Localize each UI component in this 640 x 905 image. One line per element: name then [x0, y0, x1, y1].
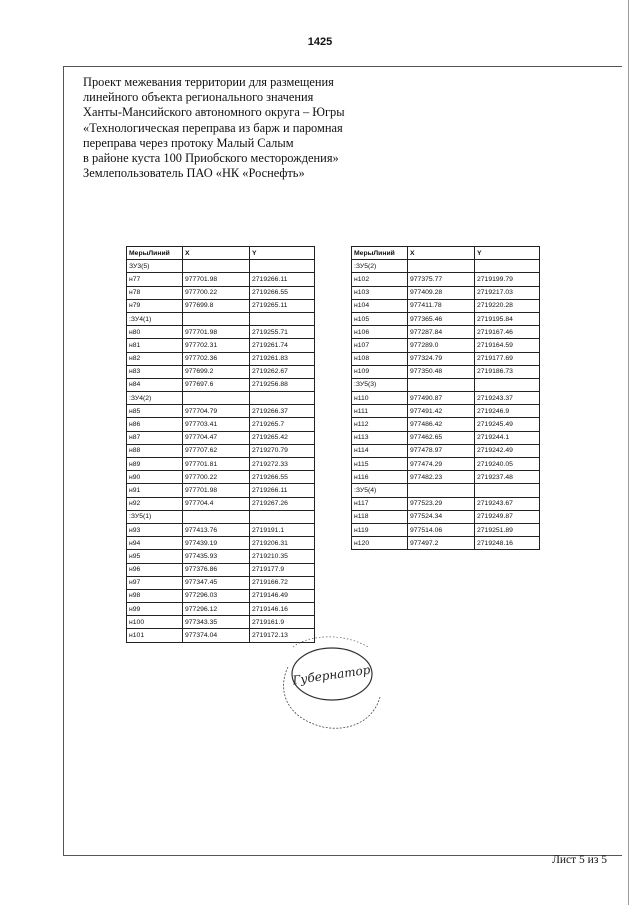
cell-y: 2719248.16 [475, 537, 540, 550]
cell-point: н117 [352, 497, 408, 510]
cell-y: 2719267.26 [250, 497, 315, 510]
cell-y: 2719266.37 [250, 405, 315, 418]
cell-y: 2719217.03 [475, 286, 540, 299]
cell-y: 2719261.83 [250, 352, 315, 365]
table-row [127, 550, 315, 563]
cell-point: н95 [127, 550, 183, 563]
cell-x: 977524.34 [408, 510, 475, 523]
table-row [127, 405, 315, 418]
cell-x: 977700.22 [183, 471, 250, 484]
cell-x [408, 378, 475, 391]
cell-x: 977413.76 [183, 523, 250, 536]
header-y: Y [250, 247, 315, 260]
cell-x: 977700.22 [183, 286, 250, 299]
cell-y: 2719210.35 [250, 550, 315, 563]
cell-point: н90 [127, 471, 183, 484]
cell-y: 2719270.79 [250, 444, 315, 457]
cell-point: н118 [352, 510, 408, 523]
table-row [127, 431, 315, 444]
cell-y: 2719251.89 [475, 523, 540, 536]
cell-y: 2719266.11 [250, 484, 315, 497]
cell-x: 977439.19 [183, 537, 250, 550]
cell-y: 2719195.84 [475, 312, 540, 325]
cell-x: 977497.2 [408, 537, 475, 550]
title-line: в районе куста 100 Приобского месторождения» [83, 151, 339, 166]
cell-point: н85 [127, 405, 183, 418]
cell-x [408, 484, 475, 497]
cell-x: 977409.28 [408, 286, 475, 299]
cell-y [475, 378, 540, 391]
cell-point: н104 [352, 299, 408, 312]
cell-y [475, 484, 540, 497]
cell-point: н105 [352, 312, 408, 325]
cell-x: 977490.87 [408, 392, 475, 405]
cell-x [408, 260, 475, 273]
cell-y [250, 392, 315, 405]
cell-y: 2719240.05 [475, 458, 540, 471]
cell-point: ЗУ3(5) [127, 260, 183, 273]
governor-stamp [268, 627, 388, 737]
cell-y: 2719186.73 [475, 365, 540, 378]
cell-point: н106 [352, 326, 408, 339]
coordinates-table-right [351, 246, 540, 550]
table-row [127, 352, 315, 365]
cell-x: 977365.46 [408, 312, 475, 325]
cell-x: 977699.2 [183, 365, 250, 378]
cell-point: н98 [127, 589, 183, 602]
coordinates-table-left [126, 246, 315, 643]
cell-point: н91 [127, 484, 183, 497]
cell-y: 2719172.13 [250, 629, 315, 642]
document-title [83, 75, 383, 181]
header-measures: МерыЛиний [352, 247, 408, 260]
page-edge-line [628, 0, 629, 905]
table-row [127, 563, 315, 576]
cell-y: 2719265.11 [250, 299, 315, 312]
cell-point: н113 [352, 431, 408, 444]
table-row [127, 365, 315, 378]
cell-y: 2719255.71 [250, 326, 315, 339]
table-row [127, 444, 315, 457]
table-row [127, 589, 315, 602]
table-row [352, 286, 540, 299]
cell-y: 2719220.28 [475, 299, 540, 312]
cell-x: 977491.42 [408, 405, 475, 418]
cell-point: н120 [352, 537, 408, 550]
cell-y: 2719177.69 [475, 352, 540, 365]
cell-point: н83 [127, 365, 183, 378]
table-row [352, 273, 540, 286]
table-body-right [352, 260, 540, 550]
table-row [127, 326, 315, 339]
cell-y [250, 510, 315, 523]
cell-x: 977702.36 [183, 352, 250, 365]
cell-point: н102 [352, 273, 408, 286]
cell-x: 977701.98 [183, 484, 250, 497]
cell-y: 2719206.31 [250, 537, 315, 550]
cell-y [250, 312, 315, 325]
cell-y: 2719266.55 [250, 471, 315, 484]
cell-y: 2719261.74 [250, 339, 315, 352]
cell-x: 977376.86 [183, 563, 250, 576]
cell-x: 977375.77 [408, 273, 475, 286]
cell-x: 977707.62 [183, 444, 250, 457]
cell-y: 2719262.67 [250, 365, 315, 378]
cell-y: 2719265.7 [250, 418, 315, 431]
cell-y: 2719243.67 [475, 497, 540, 510]
header-x: X [183, 247, 250, 260]
cell-point: н81 [127, 339, 183, 352]
cell-point: н92 [127, 497, 183, 510]
cell-x: 977478.97 [408, 444, 475, 457]
cell-x [183, 312, 250, 325]
table-row [352, 523, 540, 536]
cell-point: н96 [127, 563, 183, 576]
cell-point: н84 [127, 378, 183, 391]
table-row [127, 260, 315, 273]
cell-x: 977704.79 [183, 405, 250, 418]
cell-y: 2719242.49 [475, 444, 540, 457]
cell-y: 2719177.9 [250, 563, 315, 576]
table-row [352, 405, 540, 418]
cell-y: 2719191.1 [250, 523, 315, 536]
cell-y: 2719246.9 [475, 405, 540, 418]
cell-y: 2719265.42 [250, 431, 315, 444]
table-row [127, 484, 315, 497]
cell-point: н101 [127, 629, 183, 642]
cell-x [183, 392, 250, 405]
cell-x: 977324.79 [408, 352, 475, 365]
cell-x: 977462.65 [408, 431, 475, 444]
cell-y: 2719272.33 [250, 458, 315, 471]
table-row [127, 286, 315, 299]
title-line: «Технологическая переправа из барж и паромная [83, 120, 343, 135]
table-row [352, 510, 540, 523]
cell-y [250, 260, 315, 273]
cell-x: 977482.23 [408, 471, 475, 484]
cell-point: н86 [127, 418, 183, 431]
cell-point: н109 [352, 365, 408, 378]
title-line: переправа через протоку Малый Салым [83, 135, 294, 150]
cell-x: 977343.35 [183, 616, 250, 629]
table-row [352, 444, 540, 457]
cell-point: н77 [127, 273, 183, 286]
cell-point: н111 [352, 405, 408, 418]
table-row [127, 576, 315, 589]
cell-x: 977474.29 [408, 458, 475, 471]
table-row [127, 497, 315, 510]
cell-y: 2719164.59 [475, 339, 540, 352]
table-row [352, 339, 540, 352]
title-line: Проект межевания территории для размещения [83, 75, 334, 89]
cell-point: н89 [127, 458, 183, 471]
cell-x: 977347.45 [183, 576, 250, 589]
table-row [352, 471, 540, 484]
header-y: Y [475, 247, 540, 260]
cell-point: н119 [352, 523, 408, 536]
table-row [127, 339, 315, 352]
cell-x: 977289.0 [408, 339, 475, 352]
cell-point: н80 [127, 326, 183, 339]
cell-y [475, 260, 540, 273]
cell-x: 977701.81 [183, 458, 250, 471]
cell-y: 2719146.49 [250, 589, 315, 602]
cell-y: 2719161.9 [250, 616, 315, 629]
table-row [352, 431, 540, 444]
cell-point: н78 [127, 286, 183, 299]
cell-point: :ЗУ5(3) [352, 378, 408, 391]
table-row [127, 418, 315, 431]
cell-point: н94 [127, 537, 183, 550]
cell-x: 977374.04 [183, 629, 250, 642]
sheet-number: Лист 5 из 5 [552, 854, 607, 866]
table-row [127, 471, 315, 484]
cell-point: :ЗУ4(1) [127, 312, 183, 325]
cell-y: 2719245.49 [475, 418, 540, 431]
cell-x [183, 260, 250, 273]
cell-point: н114 [352, 444, 408, 457]
cell-point: н110 [352, 392, 408, 405]
table-row [352, 378, 540, 391]
cell-x: 977486.42 [408, 418, 475, 431]
cell-point: н107 [352, 339, 408, 352]
table-row [352, 365, 540, 378]
table-row [127, 510, 315, 523]
table-row [352, 458, 540, 471]
cell-x: 977523.29 [408, 497, 475, 510]
cell-x: 977411.78 [408, 299, 475, 312]
table-row [352, 418, 540, 431]
cell-x: 977704.4 [183, 497, 250, 510]
cell-x: 977703.41 [183, 418, 250, 431]
cell-y: 2719167.46 [475, 326, 540, 339]
cell-point: н100 [127, 616, 183, 629]
cell-point: н112 [352, 418, 408, 431]
table-row [127, 537, 315, 550]
cell-point: н79 [127, 299, 183, 312]
table-row [127, 392, 315, 405]
header-x: X [408, 247, 475, 260]
cell-point: н82 [127, 352, 183, 365]
cell-point: :ЗУ5(4) [352, 484, 408, 497]
cell-x: 977435.93 [183, 550, 250, 563]
title-line: линейного объекта регионального значения [83, 90, 314, 105]
title-line: Ханты-Мансийского автономного округа – Югры [83, 105, 345, 120]
cell-x: 977704.47 [183, 431, 250, 444]
cell-x: 977296.03 [183, 589, 250, 602]
cell-y: 2719237.48 [475, 471, 540, 484]
cell-point: н88 [127, 444, 183, 457]
cell-x: 977701.98 [183, 326, 250, 339]
table-row [127, 523, 315, 536]
cell-point: н93 [127, 523, 183, 536]
table-row [127, 378, 315, 391]
page-number: 1425 [307, 36, 333, 48]
table-row [352, 352, 540, 365]
table-row [352, 392, 540, 405]
table-body-left [127, 260, 315, 642]
cell-x: 977287.84 [408, 326, 475, 339]
cell-y: 2719243.37 [475, 392, 540, 405]
table-row [127, 458, 315, 471]
table-row [352, 312, 540, 325]
table-row [127, 312, 315, 325]
table-row [352, 484, 540, 497]
table-row [127, 273, 315, 286]
table-row [127, 603, 315, 616]
cell-y: 2719146.16 [250, 603, 315, 616]
cell-y: 2719199.79 [475, 273, 540, 286]
table-row [352, 497, 540, 510]
cell-point: н103 [352, 286, 408, 299]
cell-point: н87 [127, 431, 183, 444]
cell-x: 977514.06 [408, 523, 475, 536]
table-row [352, 260, 540, 273]
cell-point: :ЗУ5(2) [352, 260, 408, 273]
cell-y: 2719256.88 [250, 378, 315, 391]
cell-point: н108 [352, 352, 408, 365]
cell-point: н116 [352, 471, 408, 484]
cell-y: 2719266.55 [250, 286, 315, 299]
table-row [127, 299, 315, 312]
cell-x: 977350.48 [408, 365, 475, 378]
table-header-row [127, 247, 315, 260]
cell-x: 977699.8 [183, 299, 250, 312]
cell-point: н115 [352, 458, 408, 471]
cell-y: 2719266.11 [250, 273, 315, 286]
cell-x: 977296.12 [183, 603, 250, 616]
cell-y: 2719244.1 [475, 431, 540, 444]
cell-point: н99 [127, 603, 183, 616]
cell-x [183, 510, 250, 523]
title-line: Землепользователь ПАО «НК «Роснефть» [83, 166, 305, 181]
cell-point: :ЗУ4(2) [127, 392, 183, 405]
table-row [352, 537, 540, 550]
cell-x: 977697.6 [183, 378, 250, 391]
stamp-text: Губернатор [291, 662, 372, 688]
cell-point: н97 [127, 576, 183, 589]
header-measures: МерыЛиний [127, 247, 183, 260]
table-row [352, 326, 540, 339]
cell-point: :ЗУ5(1) [127, 510, 183, 523]
cell-x: 977701.98 [183, 273, 250, 286]
cell-y: 2719166.72 [250, 576, 315, 589]
table-row [352, 299, 540, 312]
cell-x: 977702.31 [183, 339, 250, 352]
table-header-row [352, 247, 540, 260]
cell-y: 2719249.87 [475, 510, 540, 523]
